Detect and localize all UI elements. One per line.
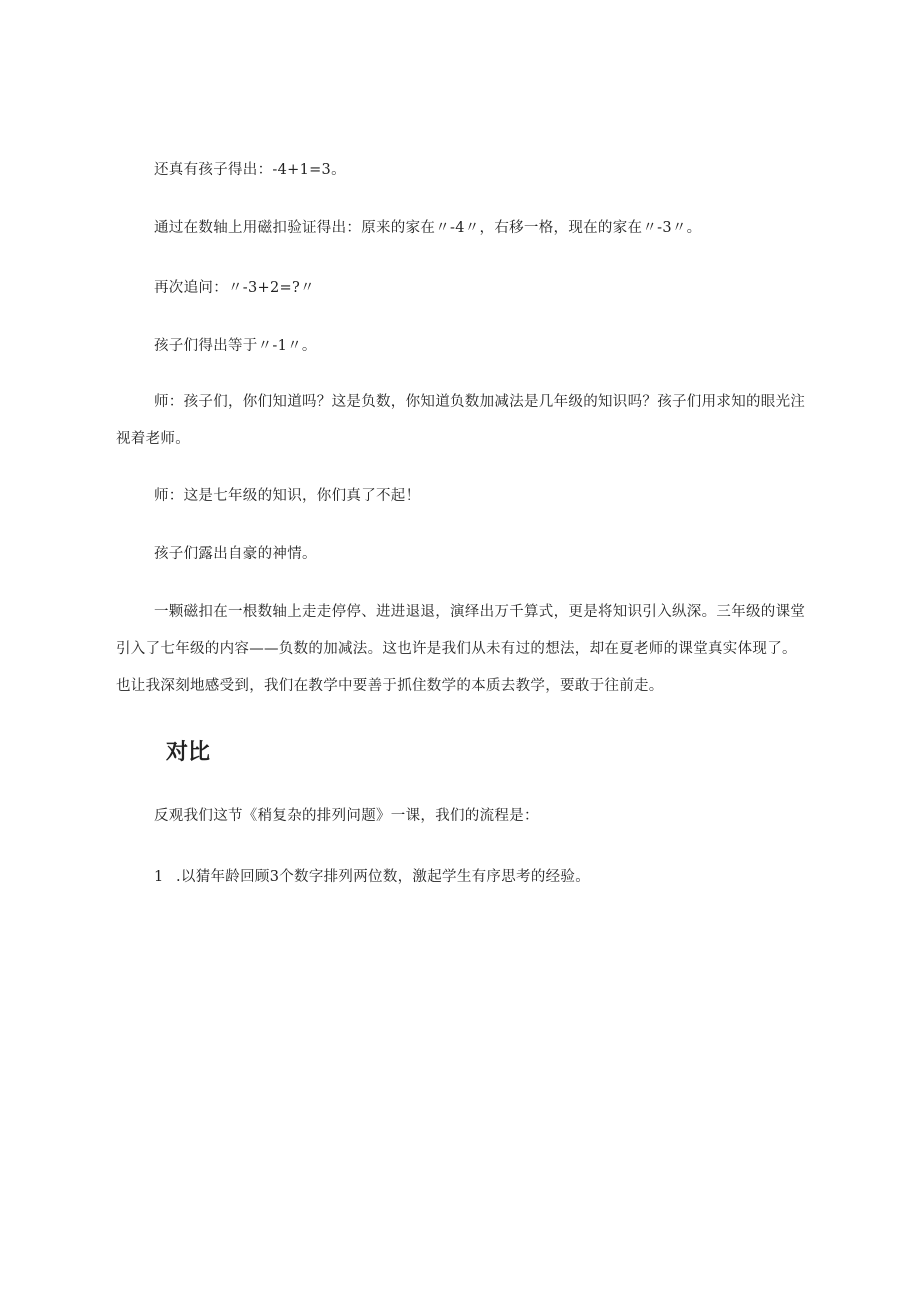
list-item-text: .以猜年龄回顾3个数字排列两位数，激起学生有序思考的经验。	[176, 869, 591, 885]
section-heading: 对比	[166, 740, 211, 765]
paragraph-7: 孩子们露出自豪的神情。	[154, 546, 317, 562]
paragraph-5: 师：孩子们，你们知道吗？这是负数，你知道负数加减法是几年级的知识吗？孩子们用求知的眼光注视着老师。	[116, 394, 806, 447]
paragraph-4: 孩子们得出等于〃-1〃。	[154, 338, 317, 354]
paragraph-6: 师：这是七年级的知识，你们真了不起！	[154, 488, 421, 504]
list-item-number: 1	[154, 869, 164, 885]
paragraph-2: 通过在数轴上用磁扣验证得出：原来的家在〃-4〃，右移一格，现在的家在〃-3〃。	[154, 220, 702, 236]
intro-paragraph: 反观我们这节《稍复杂的排列问题》一课，我们的流程是：	[154, 808, 539, 824]
list-item	[154, 862, 590, 892]
paragraph-3: 再次追问：〃-3+2=?〃	[154, 280, 315, 296]
paragraph-8: 一颗磁扣在一根数轴上走走停停、进进退退，演绎出万千算式，更是将知识引入纵深。三年级的课堂引入了七年级的内容——负数的加减法。这也许是我们从未有过的想法，却在夏老师的课堂真实体现了。也让我深刻地感受到，我们在教学中要善于抓住数学的本质去教学，要敢于往前走。	[116, 604, 806, 694]
paragraph-1: 还真有孩子得出：-4+1=3。	[154, 162, 346, 178]
